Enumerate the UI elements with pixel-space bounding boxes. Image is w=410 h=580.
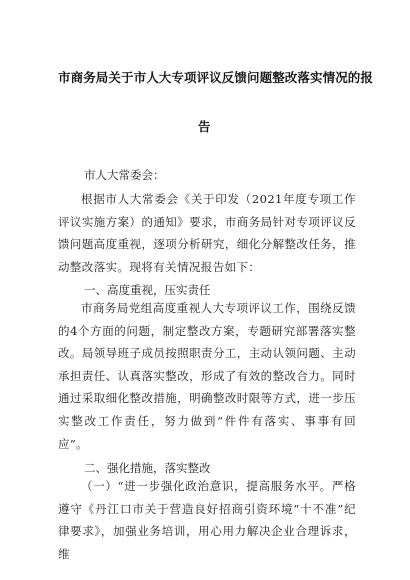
paragraph-intro: 根据市人大常委会《关于印发（2021年度专项工作评议实施方案）的通知》要求，市商务局针对专项评议反馈问题高度重视，逐项分析研究，细化分解整改任务，推动整改落实。现将有关情况报告如下： bbox=[58, 192, 356, 274]
paragraph-section-2: （一）“进一步强化政治意识，提高服务水平。严格遵守《丹江口市关于营造良好招商引资环境“十不准”纪律要求》，加强业务培训，用心用力解决企业合理诉求，维 bbox=[58, 479, 356, 561]
section-heading-2: 二、强化措施，落实整改 bbox=[84, 461, 211, 475]
salutation: 市人大常委会： bbox=[84, 168, 165, 182]
document-title-continuation: 告 bbox=[198, 119, 211, 134]
paragraph-section-1: 市商务局党组高度重视人大专项评议工作，围绕反馈的4个方面的问题，制定整改方案，专题研究部署落实整改。局领导班子成员按照职责分工，主动认领问题、主动承担责任、认真落实整改，形成了有效的整改合力。同时通过采取细化整改措施，明确整改时限等方式，进一步压实整改工作责任，努力做到“件件有落实、事事有回应”。 bbox=[58, 301, 356, 451]
section-heading-1: 一、高度重视，压实责任 bbox=[84, 283, 211, 297]
document-title: 市商务局关于市人大专项评议反馈问题整改落实情况的报 bbox=[58, 70, 374, 85]
